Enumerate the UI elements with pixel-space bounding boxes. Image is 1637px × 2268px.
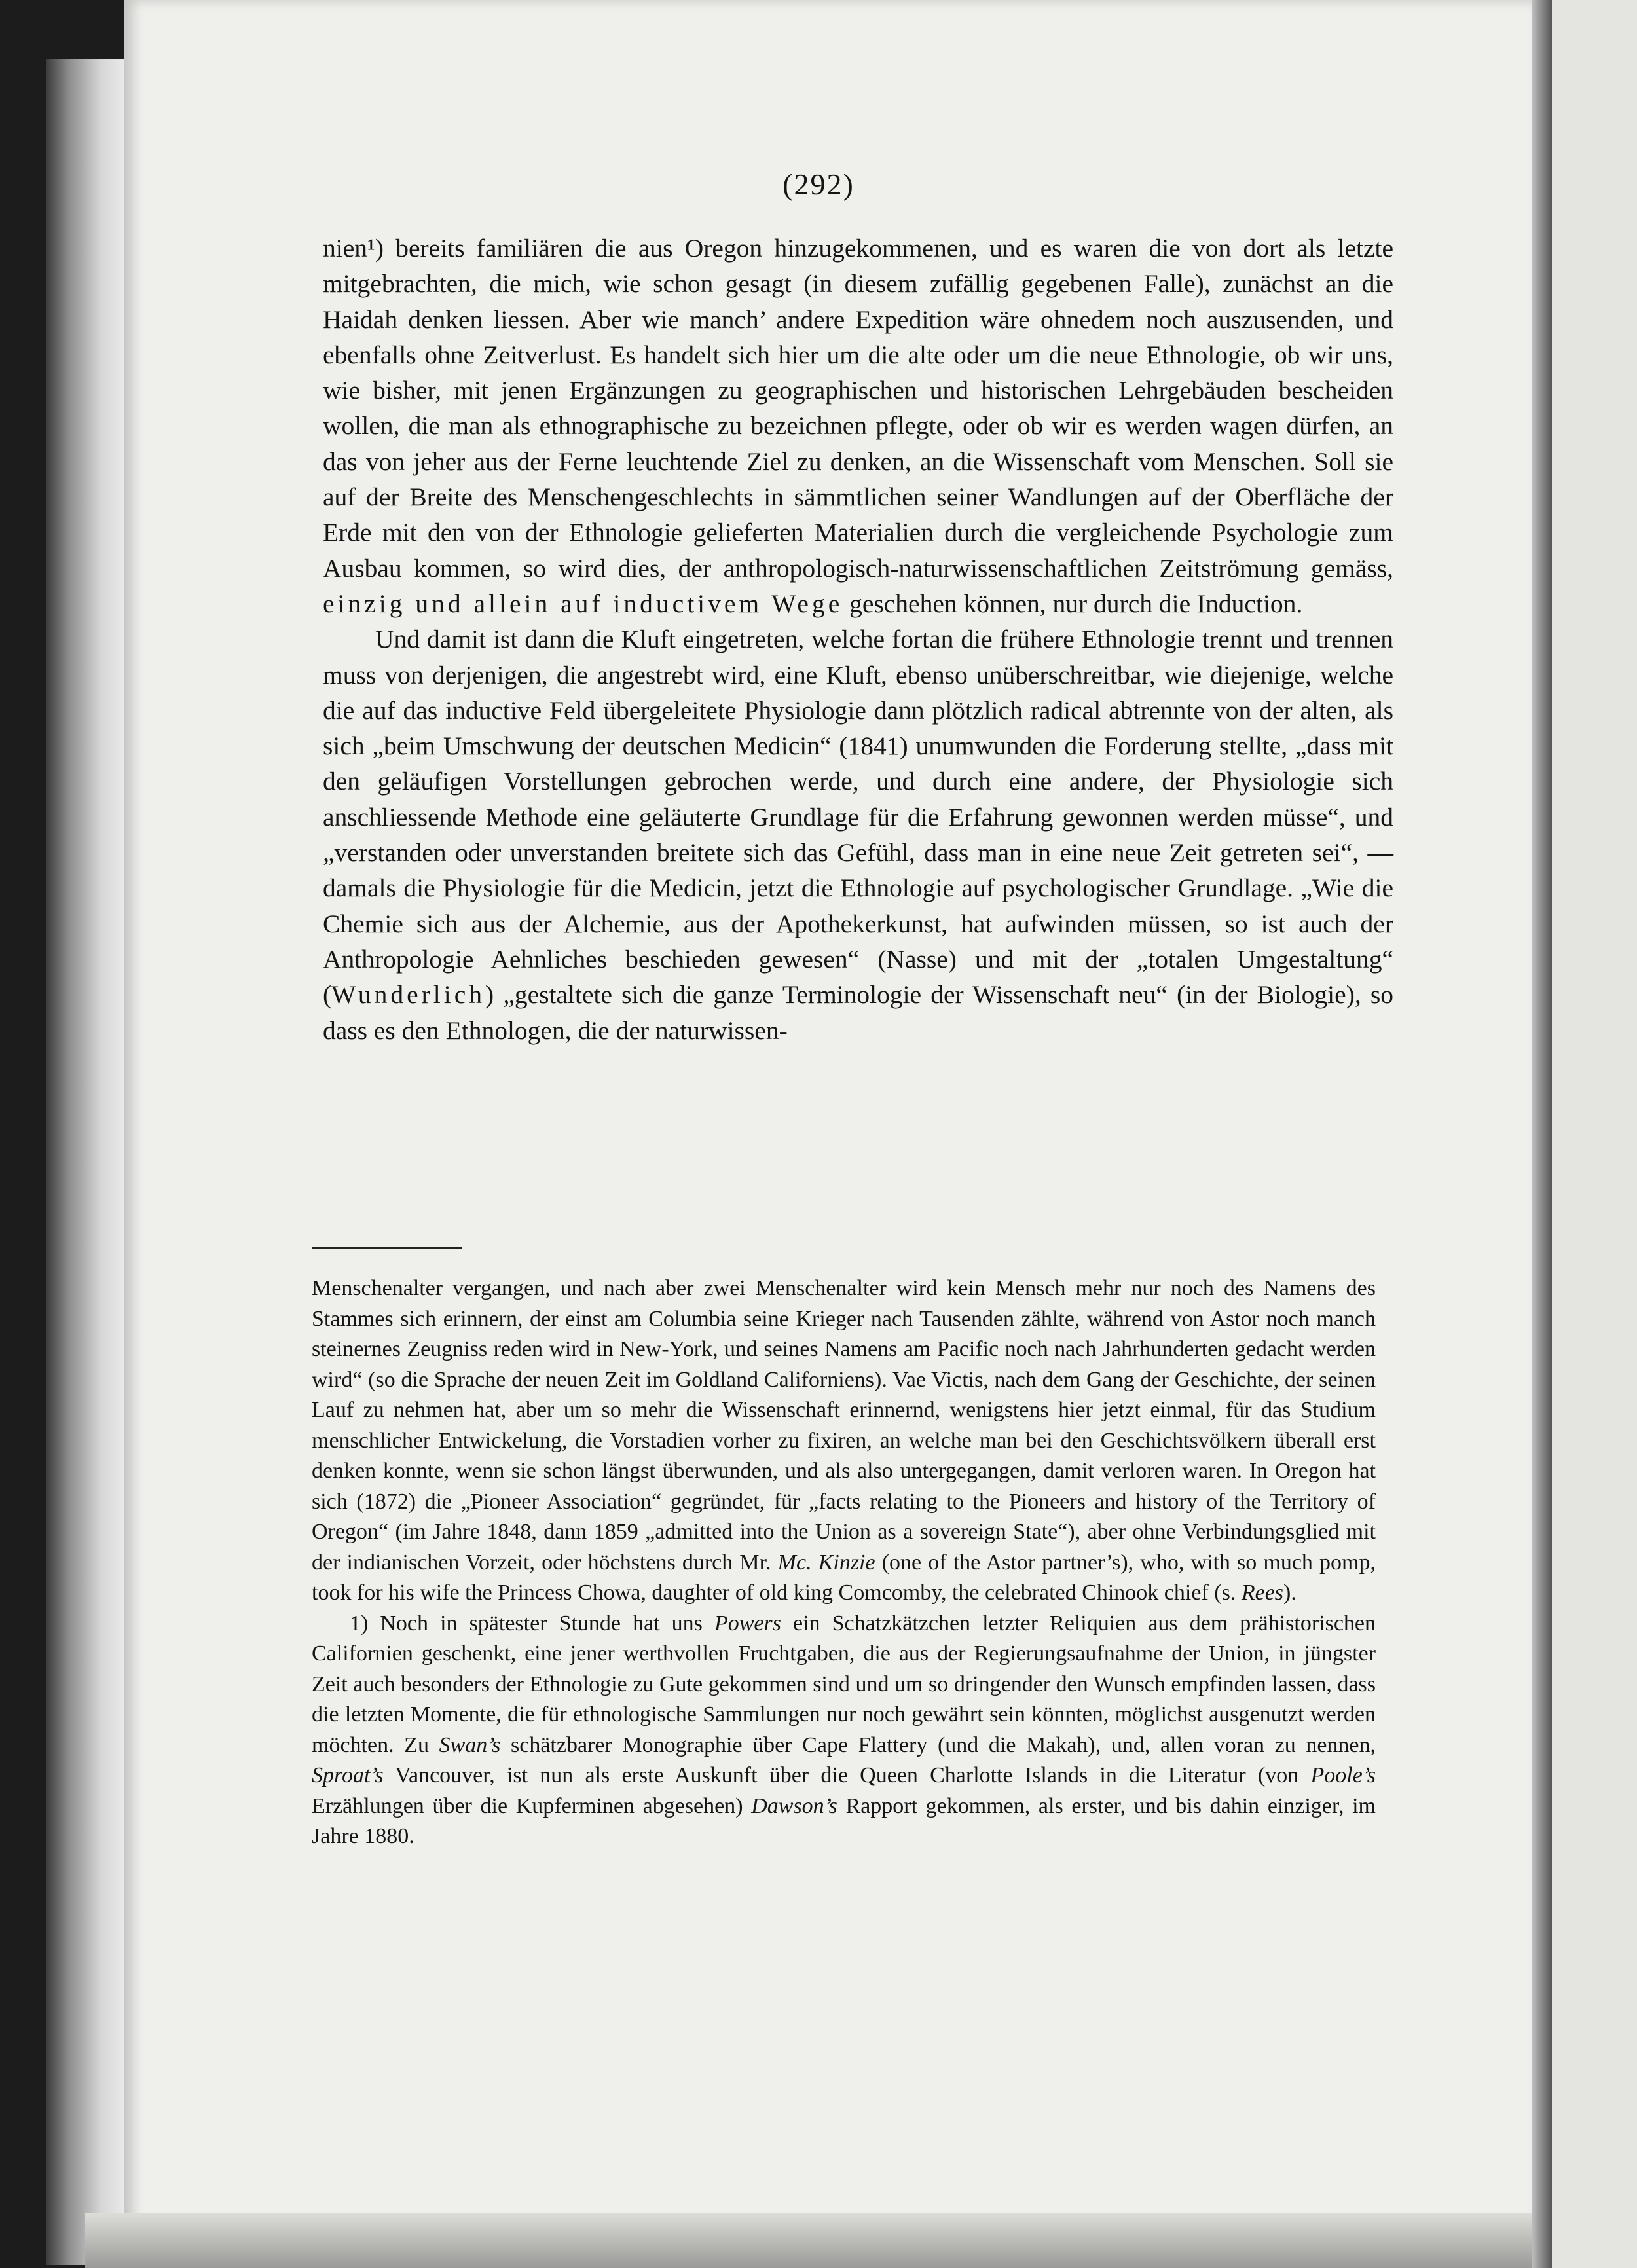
footnote-text: 1) Noch in spätester Stunde hat uns [350,1611,714,1636]
footnote-1 [312,1609,1376,1852]
italic-name: Powers [714,1611,781,1636]
italic-name: Mc. Kinzie [777,1550,875,1575]
italic-name: Rees [1241,1581,1284,1605]
paragraph-text: nien¹) bereits familiären die aus Oregon hinzugekommenen, und es waren die von dort als letzte mitgebrachten, die mich, wie schon gesagt (in diesem zufällig gegebenen Falle), zunächst an die Haidah denken liessen. Aber wie manch’ andere Expedition wäre ohnedem noch auszusenden, und ebenfalls ohne Zeitverlust. Es handelt sich hier um die alte oder um die neue Ethnologie, ob wir uns, wie bisher, mit jenen Ergänzungen zu geographischen und historischen Lehrgebäuden bescheiden wollen, die man als ethnographische zu bezeichnen pflegte, oder ob wir es werden wagen dürfen, an das von jeher aus der Ferne leuchtende Ziel zu denken, an die Wissenschaft vom Menschen. Soll sie auf der Breite des Menschengeschlechts in sämmtlichen seiner Wandlungen auf der Oberfläche der Erde mit den von der Ethnologie gelieferten Materialien durch die vergleichende Psychologie zum Ausbau kommen, so wird dies, der anthropologisch-naturwissenschaftlichen Zeitströmung gemäss, [323,234,1393,583]
main-text [323,230,1393,1048]
adjacent-page-sliver [1552,0,1637,2268]
footnote-divider [312,1247,462,1249]
footnote-text: ). [1283,1581,1297,1605]
page-bottom-shadow [85,2213,1532,2268]
footnote-text: (one of the Astor partner’s), who, with so much pomp, took for his wife the Princess Chowa, daughter of old king Comcomby, the celebrated Chinook chief (s. [312,1550,1376,1605]
paragraph [323,230,1393,621]
footnote-text: Menschenalter vergangen, und nach aber zwei Menschenalter wird kein Mensch mehr nur noch des Namens des Stammes sich erinnern, der einst am Columbia seine Krieger nach Tausenden zählte, während von Astor noch manch steinernes Zeugniss reden wird in New-York, und seines Namens am Pacific noch nach Jahrhunderten gedacht werden wird“ (so die Sprache der neuen Zeit im Goldland Californiens). Vae Victis, nach dem Gang der Geschichte, der seinen Lauf zu nehmen hat, aber um so mehr die Wissenschaft erinnernd, wenigstens hier jetzt einmal, für das Studium menschlicher Entwickelung, die Vorstadien vorher zu fixiren, an welche man bei den Geschichtsvölkern überall erst denken konnte, wenn sie schon längst überwunden, und als also untergegangen, damit verloren waren. In Oregon hat sich (1872) die „Pioneer Association“ gegründet, für „facts relating to the Pioneers and history of the Territory of Oregon“ (im Jahre 1848, dann 1859 „admitted into the Union as a sovereign State“), aber ohne Verbindungsglied mit der indianischen Vorzeit, oder höchstens durch Mr. [312,1276,1376,1575]
footnote-text: Erzählungen über die Kupferminen abgesehen) [312,1793,752,1818]
page-left-edge [46,59,124,2265]
italic-name: Sproat’s [312,1763,384,1787]
footnote-text: Rapport gekommen, als erster, und bis dahin einziger, im Jahre 1880. [312,1793,1376,1848]
paragraph-text: geschehen können, nur durch die Induction. [849,589,1303,618]
paragraph-text: ) „gestaltete sich die ganze Terminologie der Wissenschaft neu“ (in der Biologie), so dass es den Ethnologen, die der naturwissen- [323,980,1393,1045]
page-number: (292) [782,168,855,201]
footnote-text: Vancouver, ist nun als erste Auskunft über die Queen Charlotte Islands in die Literatur (von [383,1763,1311,1787]
italic-name: Swan’s [439,1732,501,1757]
footnote-text: ein Schatzkätzchen letzter Reliquien aus dem prähistorischen Californien geschenkt, eine jener werthvollen Fruchtgaben, die aus der Regierungsaufnahme der Union, in jüngster Zeit auch besonders der Ethnologie zu Gute gekommen sind und um so dringender den Wunsch empfinden lassen, dass die letzten Momente, die für ethnologische Sammlungen nur noch gewährt sein könnten, möglichst ausgenutzt werden möchten. Zu [312,1611,1376,1757]
spaced-emphasis: Wunderlich [331,980,486,1010]
footnote-text: schätzbarer Monographie über Cape Flattery (und die Makah), und, allen voran zu nennen, [500,1732,1376,1757]
italic-name: Dawson’s [751,1793,837,1818]
page-right-edge [1532,0,1552,2268]
paragraph-text: Und damit ist dann die Kluft eingetreten, welche fortan die frühere Ethnologie trennt und trennen muss von derjenigen, die angestrebt wird, eine Kluft, ebenso unüberschreitbar, wie diejenige, welche die auf das inductive Feld übergeleitete Physiologie dann plötzlich radical abtrennte von der alten, als sich „beim Umschwung der deutschen Medicin“ (1841) unumwunden die Forderung stellte, „dass mit den geläufigen Vorstellungen gebrochen werde, und durch eine andere, der Physiologie sich anschliessende Methode eine geläuterte Grundlage für die Erfahrung gewonnen werden müsse“, und „verstanden oder unverstanden breitete sich das Gefühl, dass man in eine neue Zeit getreten sei“, — damals die Physiologie für die Medicin, jetzt die Ethnologie auf psychologischer Grundlage. „Wie die Chemie sich aus der Alchemie, aus der Apothekerkunst, hat aufwinden müssen, so ist auch der Anthropologie Aehnliches beschieden gewesen“ (Nasse) und mit der „totalen Umgestaltung“ ( [323,625,1393,1010]
footnote-continued [312,1273,1376,1609]
paragraph [323,621,1393,1048]
spaced-emphasis: einzig und allein auf inductivem Wege [323,589,843,618]
italic-name: Poole’s [1310,1763,1376,1787]
footnotes [312,1273,1376,1852]
